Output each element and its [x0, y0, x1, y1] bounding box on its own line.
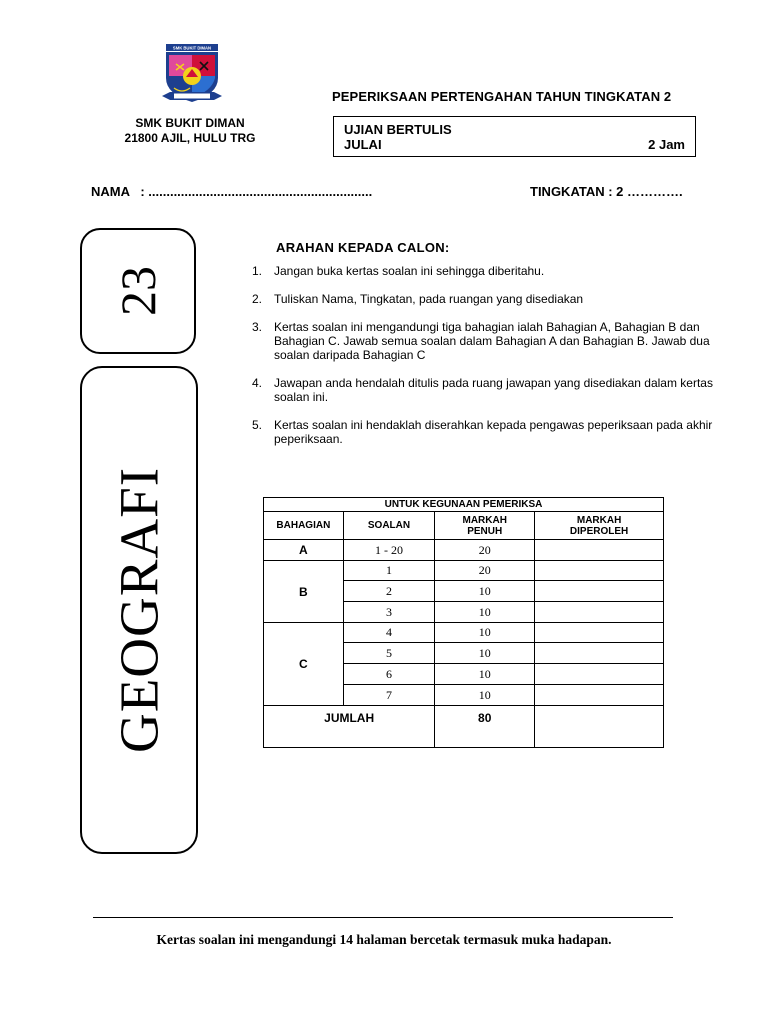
- marks-obtained-cell[interactable]: [535, 623, 664, 643]
- table-row: 2 10: [264, 581, 664, 602]
- school-name: SMK BUKIT DIMAN: [135, 116, 245, 130]
- exam-title: PEPERIKSAAN PERTENGAHAN TAHUN TINGKATAN 2: [332, 89, 672, 104]
- paper-code: 23: [110, 266, 166, 316]
- table-row: B 1 20: [264, 561, 664, 581]
- candidate-form-line[interactable]: TINGKATAN : 2 ………….: [530, 184, 683, 199]
- table-row: 3 10: [264, 602, 664, 623]
- subject-name: GEOGRAFI: [108, 466, 170, 754]
- table-header: BAHAGIAN: [264, 512, 344, 540]
- marks-obtained-cell[interactable]: [535, 581, 664, 602]
- table-header: MARKAH PENUH: [435, 512, 535, 540]
- total-row: [264, 706, 664, 748]
- marks-obtained-cell[interactable]: [535, 602, 664, 623]
- marks-obtained-cell[interactable]: [535, 664, 664, 685]
- marks-obtained-cell[interactable]: [535, 561, 664, 581]
- footer-note: Kertas soalan ini mengandungi 14 halaman bercetak termasuk muka hadapan.: [156, 932, 612, 947]
- crest-banner-text: SMK BUKIT DIMAN: [172, 45, 212, 51]
- exam-month: JULAI: [344, 137, 382, 152]
- section-label: C: [264, 623, 344, 706]
- instruction-item: 1. Jangan buka kertas soalan ini sehingga diberitahu.: [252, 264, 545, 278]
- footer-divider: [93, 917, 673, 918]
- table-title: UNTUK KEGUNAAN PEMERIKSA: [264, 498, 664, 512]
- total-value: 80: [435, 706, 535, 748]
- table-row: 5 10: [264, 643, 664, 664]
- table-header: SOALAN: [343, 512, 435, 540]
- instructions-title: ARAHAN KEPADA CALON:: [276, 240, 450, 255]
- instruction-item: 4. Jawapan anda hendalah ditulis pada ruang jawapan yang disediakan dalam kertas soalan ini.: [252, 376, 713, 404]
- table-row: A 1 - 20 20: [264, 540, 664, 561]
- examiner-marks-table: [263, 497, 664, 748]
- instruction-item: 5. Kertas soalan ini hendaklah diserahkan kepada pengawas peperiksaan pada akhir peperiksaan.: [252, 418, 713, 446]
- paper-code-box: [80, 228, 196, 354]
- instruction-item: 2. Tuliskan Nama, Tingkatan, pada ruangan yang disediakan: [252, 292, 584, 306]
- table-row: 7 10: [264, 685, 664, 706]
- table-header: MARKAH DIPEROLEH: [535, 512, 664, 540]
- marks-obtained-cell[interactable]: [535, 643, 664, 664]
- section-label: B: [264, 561, 344, 623]
- school-crest-logo: [160, 44, 224, 106]
- marks-obtained-cell[interactable]: [535, 685, 664, 706]
- exam-type: UJIAN BERTULIS: [344, 122, 452, 137]
- school-address: 21800 AJIL, HULU TRG: [124, 131, 256, 145]
- total-label: JUMLAH: [264, 706, 435, 748]
- total-obtained-cell[interactable]: [535, 706, 664, 748]
- marks-obtained-cell[interactable]: [535, 540, 664, 561]
- table-row: C 4 10: [264, 623, 664, 643]
- exam-info-box: [333, 116, 696, 157]
- section-label: A: [264, 540, 344, 561]
- candidate-name-line[interactable]: NAMA : ..............................................................: [91, 184, 373, 199]
- instruction-item: 3. Kertas soalan ini mengandungi tiga bahagian ialah Bahagian A, Bahagian B dan Bahagian C. Jawab semua soalan dalam Bahagian A dan Bahagian B. Jawab dua soalan daripada Bahagian C: [252, 320, 710, 362]
- exam-duration: 2 Jam: [648, 137, 685, 152]
- subject-box: [80, 366, 198, 854]
- table-row: 6 10: [264, 664, 664, 685]
